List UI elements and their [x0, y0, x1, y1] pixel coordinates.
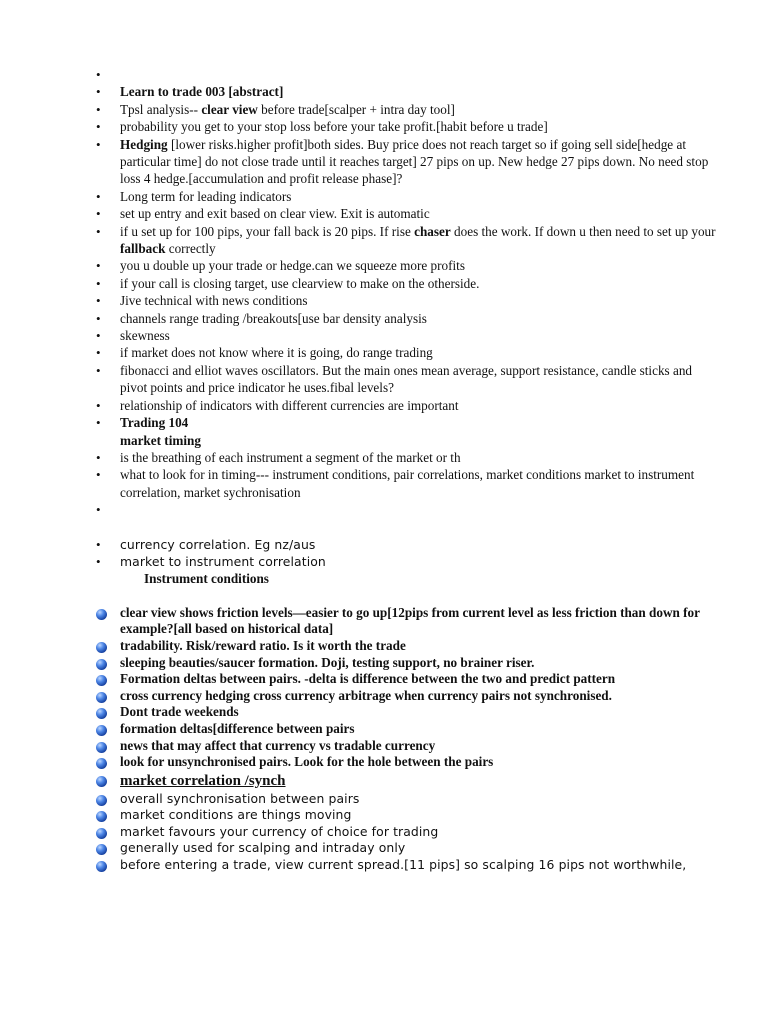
notes-list-part1 — [0, 66, 768, 432]
bullet-icon: • — [96, 188, 101, 204]
list-item-text: channels range trading /breakouts[use bar density analysis — [120, 310, 427, 326]
list-item-text: skewness — [120, 328, 170, 344]
list-item-text: relationship of indicators with different currencies are important — [120, 397, 459, 413]
list-item — [0, 205, 768, 222]
list-item — [0, 223, 768, 258]
list-item-text: Long term for leading indicators — [120, 188, 292, 204]
list-item-text: tradability. Risk/reward ratio. Is it worth the trade — [120, 637, 406, 653]
bullet-icon: • — [96, 536, 101, 552]
market-correlation-item — [0, 771, 768, 791]
list-item-text: Trading 104 — [120, 415, 189, 431]
list-item-text: if u set up for 100 pips, your fall back is 20 pips. If rise — [120, 223, 415, 239]
list-item-text: Formation deltas between pairs. -delta is difference between the two and predict pattern — [120, 671, 616, 687]
bullet-icon: • — [96, 328, 101, 344]
list-item — [0, 791, 768, 808]
list-item-text: formation deltas[difference between pairs — [120, 720, 355, 736]
blue-orb-bullet-icon — [96, 828, 107, 839]
list-item-text: before trade[scalper + intra day tool] — [257, 101, 455, 117]
list-item-text: market favours your currency of choice for trading — [120, 823, 439, 839]
list-item — [0, 83, 768, 100]
list-item — [0, 118, 768, 135]
bullet-icon: • — [96, 553, 101, 569]
list-item — [0, 136, 768, 188]
blue-orb-bullet-icon — [96, 642, 107, 653]
list-item-text: sleeping beauties/saucer formation. Doji, testing support, no brainer riser. — [120, 654, 535, 670]
list-item-text: set up entry and exit based on clear view. Exit is automatic — [120, 206, 430, 222]
blue-orb-bullet-icon — [96, 692, 107, 703]
bullet-icon: • — [96, 119, 101, 135]
list-item — [0, 327, 768, 344]
bullet-icon: • — [96, 67, 101, 82]
bullet-icon: • — [96, 449, 101, 465]
bullet-icon: • — [96, 258, 101, 274]
blue-orb-bullet-icon — [96, 861, 107, 872]
bullet-icon: • — [96, 101, 101, 117]
list-item — [0, 257, 768, 274]
spacer — [0, 519, 768, 536]
list-item-text: does the work. If down u then need to set up your — [450, 223, 716, 239]
subheading-instrument-conditions: Instrument conditions — [144, 571, 269, 587]
list-item-text: look for unsynchronised pairs. Look for the hole between the pairs — [120, 754, 494, 770]
bullet-icon: • — [96, 397, 101, 413]
list-item-text: market to instrument correlation — [120, 553, 326, 569]
list-item-text: cross currency hedging cross currency arbitrage when currency pairs not synchronised. — [120, 687, 612, 703]
list-item — [0, 66, 768, 83]
blue-orb-bullet-icon — [96, 742, 107, 753]
bullet-icon: • — [96, 206, 101, 222]
list-item — [0, 536, 768, 553]
market-correlation-list — [0, 791, 768, 874]
list-item — [0, 553, 768, 570]
list-item — [0, 605, 768, 638]
list-item-text: Learn to trade 003 [abstract] — [120, 84, 284, 100]
list-item-text: clear view — [201, 101, 258, 117]
blue-orb-bullet-icon — [96, 844, 107, 855]
list-item-text: what to look for in timing--- instrument conditions, pair correlations, market conditions market to instrument correlation, market sychronisation — [120, 467, 695, 500]
bullet-icon: • — [96, 136, 101, 152]
blue-orb-bullet-icon — [96, 811, 107, 822]
list-item — [0, 466, 768, 501]
bullet-icon: • — [96, 362, 101, 378]
list-item-text: news that may affect that currency vs tradable currency — [120, 737, 436, 753]
bullet-icon: • — [96, 310, 101, 326]
blue-orb-bullet-icon — [96, 708, 107, 719]
list-item-text: Hedging — [120, 136, 168, 152]
blue-orb-bullet-icon — [96, 725, 107, 736]
list-item — [0, 414, 768, 431]
list-item-text: if market does not know where it is going, do range trading — [120, 345, 433, 361]
blue-orb-bullet-icon — [96, 609, 107, 620]
list-item-text: Tpsl analysis-- — [120, 101, 202, 117]
list-item-text: fibonacci and elliot waves oscillators. But the main ones mean average, support resistance, candle sticks and pivot points and price indicator he uses.fibal levels? — [120, 362, 693, 396]
list-item-text: if your call is closing target, use clearview to make on the otherside. — [120, 275, 480, 291]
blue-orb-bullet-icon — [96, 795, 107, 806]
list-item — [0, 101, 768, 118]
bullet-icon: • — [96, 293, 101, 309]
list-item-text: [lower risks.higher profit]both sides. Buy price does not reach target so if going sell side[hedge at particular time] do not close trade until it reaches target] 27 pips on up. New hedge 27 pips down. No need stop loss 4 hedge.[accumulation and profit release phase]? — [120, 136, 709, 187]
list-item-text: is the breathing of each instrument a segment of the market or th — [120, 449, 461, 465]
list-item-text: Jive technical with news conditions — [120, 293, 308, 309]
list-item — [0, 807, 768, 824]
bullet-icon: • — [96, 223, 101, 239]
notes-list-part2 — [0, 449, 768, 519]
list-item — [0, 292, 768, 309]
blue-orb-bullet-icon — [96, 758, 107, 769]
bullet-icon: • — [96, 345, 101, 361]
blue-orb-bullet-icon — [96, 776, 107, 787]
list-item-text: currency correlation. Eg nz/aus — [120, 536, 316, 552]
list-item — [0, 362, 768, 397]
list-item — [0, 671, 768, 688]
bullet-icon: • — [96, 502, 101, 518]
list-item-text: correctly — [165, 241, 216, 257]
list-item — [0, 449, 768, 466]
list-item — [0, 501, 768, 518]
list-item — [0, 638, 768, 655]
list-item-text: overall synchronisation between pairs — [120, 790, 360, 806]
list-item-text: you u double up your trade or hedge.can we squeeze more profits — [120, 258, 465, 274]
list-item-text: probability you get to your stop loss before your take profit.[habit before u trade] — [120, 119, 548, 135]
list-item-text: Dont trade weekends — [120, 704, 239, 720]
list-item — [0, 310, 768, 327]
spacer — [0, 588, 768, 605]
notes-list-part3 — [0, 536, 768, 571]
subheading-market-timing: market timing — [120, 432, 201, 448]
instrument-conditions-list — [0, 605, 768, 771]
list-item-text: chaser — [414, 223, 451, 239]
list-item — [0, 397, 768, 414]
bullet-icon: • — [96, 84, 101, 100]
list-item — [0, 857, 768, 874]
list-item — [0, 188, 768, 205]
list-item-text: market conditions are things moving — [120, 807, 352, 823]
document-page — [0, 66, 768, 874]
list-item-text: generally used for scalping and intraday only — [120, 840, 406, 856]
list-item-text: clear view shows friction levels—easier to go up[12pips from current level as less friction than down for example?[all based on historical data] — [120, 604, 700, 637]
list-item — [0, 824, 768, 841]
list-item-text: fallback — [120, 241, 166, 257]
bullet-icon: • — [96, 467, 101, 483]
list-item — [0, 738, 768, 755]
list-item — [0, 840, 768, 857]
list-item — [0, 721, 768, 738]
heading-market-correlation: market correlation /synch — [120, 772, 286, 789]
blue-orb-bullet-icon — [96, 659, 107, 670]
bullet-icon: • — [96, 275, 101, 291]
list-item — [0, 344, 768, 361]
list-item — [0, 754, 768, 771]
bullet-icon: • — [96, 415, 101, 431]
list-item — [0, 275, 768, 292]
list-item-text: before entering a trade, view current spread.[11 pips] so scalping 16 pips not worthwhile, — [120, 857, 687, 873]
list-item — [0, 704, 768, 721]
blue-orb-bullet-icon — [96, 675, 107, 686]
list-item — [0, 688, 768, 705]
list-item — [0, 655, 768, 672]
